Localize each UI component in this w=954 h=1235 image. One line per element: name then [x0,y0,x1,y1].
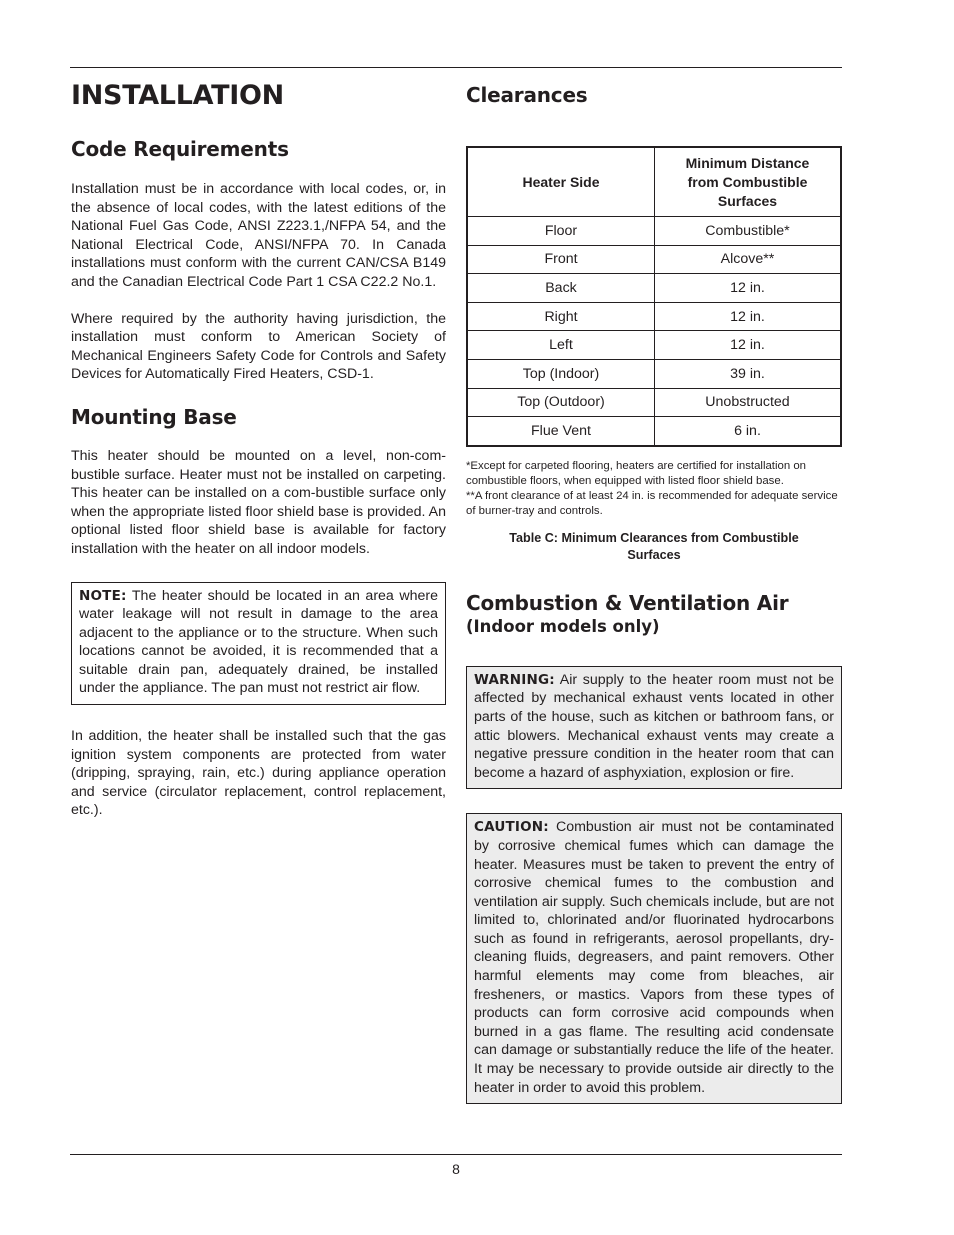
caution-text: Combustion air must not be contaminated by corrosive chemical fumes which can damage the heater. Measures must be taken to prevent the entry of corrosive chemical fumes to the combustion and ventilation air supply. Such chemicals include, but are not limited to, chlorinated and/or fluorinated hydrocarbons such as found in refrigerants, aerosol propellants, dry-cleaning fluids, degreasers, and paint removers. Other harmful elements may come from bleaches, air fresheners, or mastics. Vapors from these types of products can form corrosive acid compounds when burned in a gas flame. The resulting acid condensate can damage or substantially reduce the life of the heater. It may be necessary to provide outside air directly to the heater in order to avoid this problem. [474,819,834,1096]
table-row [467,274,841,303]
footnote-1: *Except for carpeted flooring, heaters are certified for installation on combustible floors, when equipped with listed floor shield base. [466,459,807,487]
clearances-heading: Clearances [466,83,588,107]
cell-side: Back [467,274,655,303]
combustion-subheading: (Indoor models only) [466,616,660,636]
note-paragraph [79,587,438,699]
note-text: The heater should be located in an area where water leakage will not result in damage to the area adjacent to the appliance or to the structure. When such locations cannot be avoided, it is recommended that a suitable drain pan, adequately drained, be installed under the appliance. The pan must not restrict air flow. [79,587,438,697]
code-requirements-paragraph-2: Where required by the authority having jurisdiction, the installation must conform to American Society of Mechanical Engineers Safety Code for Controls and Safety Devices for Automatically Fired Heaters, CSD-1. [71,310,446,383]
table-row [467,245,841,274]
warning-text: Air supply to the heater room must not be affected by mechanical exhaust vents located in other parts of the house, such as kitchen or bathroom fans, or attic blowers. Mechanical exhaust vents may create a negative pressure condition in the heater room that can become a hazard of asphyxiation, explosion or fire. [474,671,834,781]
warning-label: WARNING: [474,671,555,688]
warning-box [466,666,842,790]
table-row [467,331,841,360]
cell-side: Floor [467,217,655,246]
cell-side: Top (Outdoor) [467,388,655,417]
code-requirements-heading: Code Requirements [71,137,289,161]
caution-paragraph [474,818,834,1097]
table-row [467,359,841,388]
table-row [467,417,841,446]
clearances-table [466,146,842,447]
code-requirements-paragraph-1: Installation must be in accordance with local codes, or, in the absence of local codes, with the latest editions of the National Fuel Gas Code, ANSI Z223.1,/NFPA 54, and the National Electrical Code, ANSI/NFPA 70. In Canada installations must conform with the current CAN/CSA B149 and the Canadian Electrical Code Part 1 CSA C22.2 No.1. [71,181,446,290]
table-caption-line-2: Surfaces [627,547,681,562]
cell-distance: 39 in. [655,359,842,388]
cell-distance: 12 in. [655,331,842,360]
header-minimum-distance-line-3: Surfaces [717,192,778,209]
header-heater-side: Heater Side [467,147,655,217]
top-rule [70,67,842,68]
note-label: NOTE: [79,587,127,604]
cell-side: Top (Indoor) [467,359,655,388]
table-header-row [467,147,841,217]
caution-box [466,813,842,1104]
table-footnotes [466,459,842,519]
right-column [466,78,842,1104]
header-minimum-distance-line-2: from Combustible [687,173,808,190]
bottom-rule [70,1154,842,1155]
cell-distance: 12 in. [655,274,842,303]
cell-distance: Alcove** [655,245,842,274]
header-minimum-distance [655,147,842,217]
cell-side: Right [467,302,655,331]
cell-distance: 6 in. [655,417,842,446]
mounting-base-paragraph-1: This heater should be mounted on a level, non-com-bustible surface. Heater must not be installed on carpeting. This heater can be installed on a com-bustible surface only when the appropriate listed floor shield base is provided. An optional listed floor shield base is available for factory installation with the heater on all indoor models. [71,447,446,557]
cell-distance: Combustible* [655,217,842,246]
table-caption-line-1: Table C: Minimum Clearances from Combustible [509,530,799,545]
footnote-2: **A front clearance of at least 24 in. is recommended for adequate service of burner-tray and controls. [466,489,838,517]
mounting-base-paragraph-2: In addition, the heater shall be installed such that the gas ignition system components are protected from water (dripping, spraying, rain, etc.) during appliance operation and service (circulator replacement, control replacement, etc.). [71,728,446,819]
cell-side: Flue Vent [467,417,655,446]
table-row [467,302,841,331]
table-row [467,217,841,246]
note-box [71,582,446,706]
page-number: 8 [452,1161,460,1177]
cell-distance: Unobstructed [655,388,842,417]
cell-distance: 12 in. [655,302,842,331]
mounting-base-heading: Mounting Base [71,404,237,429]
header-minimum-distance-line-1: Minimum Distance [685,154,810,171]
table-row [467,388,841,417]
warning-paragraph [474,671,834,783]
caution-label: CAUTION: [474,819,549,836]
table-caption [466,530,842,564]
combustion-heading: Combustion & Ventilation Air [466,590,789,615]
left-column [71,78,446,820]
page-title: INSTALLATION [71,80,284,111]
cell-side: Front [467,245,655,274]
cell-side: Left [467,331,655,360]
